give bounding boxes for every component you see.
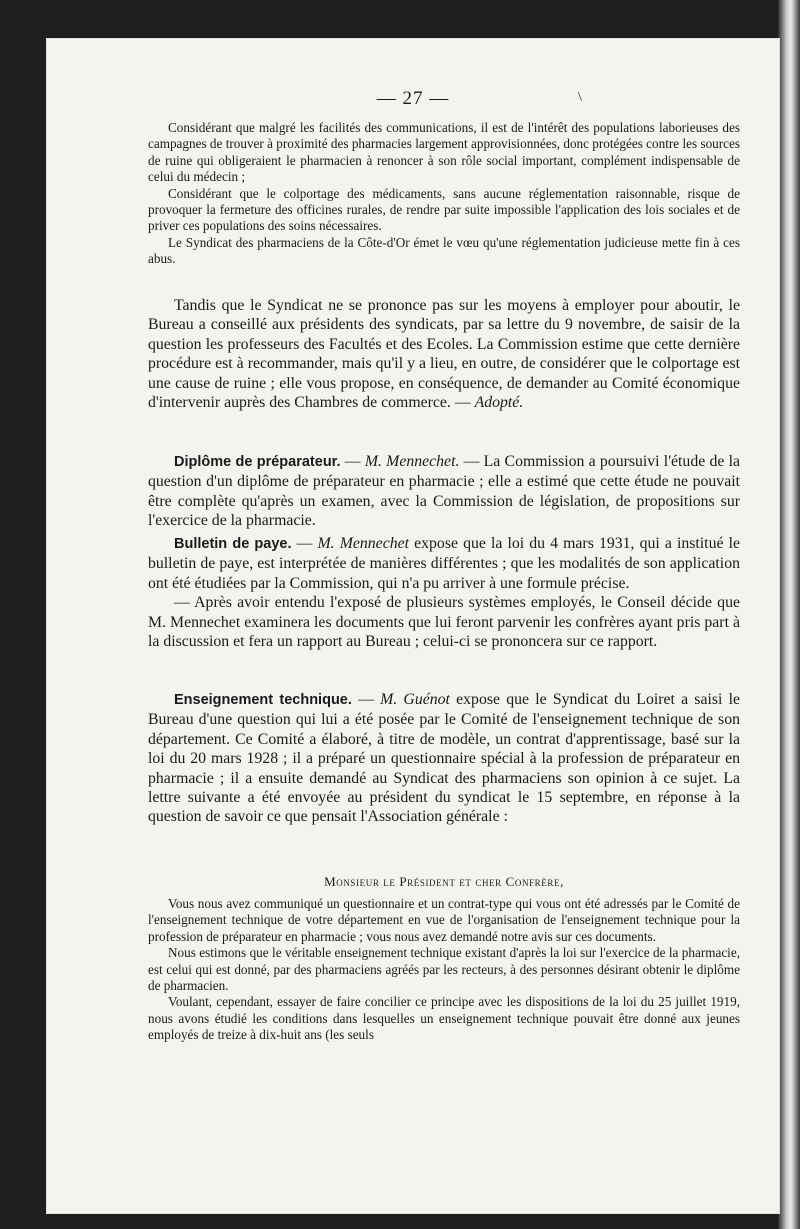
margin-mark: \ bbox=[578, 90, 582, 105]
section-heading: Diplôme de préparateur. bbox=[174, 454, 341, 470]
section-diplome bbox=[148, 452, 740, 531]
section-heading: Bulletin de paye. bbox=[174, 536, 292, 552]
paragraph: Le Syndicat des pharmaciens de la Côte-d'Or émet le vœu qu'une réglementation judicieuse mette fin à ces abus. bbox=[148, 234, 740, 267]
letter-salutation: Monsieur le Président et cher Confrère, bbox=[324, 874, 564, 889]
paragraph: — Après avoir entendu l'exposé de plusieurs systèmes employés, le Conseil décide que M. Mennechet examinera les documents que lui feront parvenir les confrères ayant pris part à la discussion et fera un rapport au Bureau ; celui-ci se prononcera sur ce rapport. bbox=[148, 594, 740, 651]
paragraph: Diplôme de préparateur. — M. Mennechet. — La Commission a poursuivi l'étude de la question d'un diplôme de préparateur en pharmacie ; elle a estimé que cette étude ne pouvait être complète qu'après un examen, avec la Commission de législation, de propositions sur l'exercice de la pharmacie. bbox=[148, 453, 741, 530]
letter-body bbox=[148, 896, 740, 1044]
document-page bbox=[46, 38, 780, 1214]
paragraph: Enseignement technique. — M. Guénot expose que le Syndicat du Loiret a saisi le Bureau d'une question qui lui a été posée par le Comité de l'enseignement technique de son département. Ce Comité a élaboré, à titre de modèle, un contrat d'apprentissage, basé sur la loi du 20 mars 1928 ; il a préparé un questionnaire spécial à la profession de préparateur en pharmacie ; il a ensuite demandé au Syndicat des pharmaciens son opinion à ce sujet. La lettre suivante a été envoyée au président du syndicat le 15 septembre, en réponse à la question de savoir ce que pensait l'Association générale : bbox=[148, 691, 740, 826]
paragraph: Voulant, cependant, essayer de faire concilier ce principe avec les dispositions de la loi du 25 juillet 1919, nous avons étudié les conditions dans lesquelles un enseignement technique pouvait être donné aux jeunes employés de treize à dix-huit ans (les seuls bbox=[148, 994, 740, 1043]
page-edge bbox=[778, 0, 800, 1229]
commission-paragraph bbox=[148, 296, 740, 412]
adopted-note: Adopté. bbox=[474, 394, 524, 412]
speaker-name: M. Mennechet bbox=[317, 535, 410, 552]
resolution-block bbox=[148, 120, 740, 268]
page-number: — 27 — bbox=[376, 88, 450, 109]
paragraph: Tandis que le Syndicat ne se prononce pas sur les moyens à employer pour aboutir, le Bureau a conseillé aux présidents des syndicats, par sa lettre du 9 novembre, de saisir de la question les professeurs des Facultés et des Ecoles. La Commission estime que cette dernière procédure est à recommander, mais qu'il y a lieu, en outre, de considérer que le colportage est une cause de ruine ; elle vous propose, en conséquence, de demander au Comité économique d'intervenir auprès des Chambres de commerce. — Adopté. bbox=[148, 297, 740, 412]
section-enseignement bbox=[148, 690, 740, 827]
section-heading: Enseignement technique. bbox=[174, 692, 352, 708]
paragraph: Bulletin de paye. — M. Mennechet expose que la loi du 4 mars 1931, qui a institué le bulletin de paye, est interprétée de manières différentes ; que les modalités de son application ont été étudiées par la Commission, qui n'a pu arriver à une formule précise. bbox=[148, 535, 740, 592]
paragraph: Considérant que le colportage des médicaments, sans aucune réglementation raisonnable, risque de provoquer la fermeture des officines rurales, de rendre par suite impossible l'application des lois sociales et de priver ces populations des soins nécessaires. bbox=[148, 185, 740, 234]
paragraph: Nous estimons que le véritable enseignement technique existant d'après la loi sur l'exercice de la pharmacie, est celui qui est donné, par des pharmaciens agréés par les recteurs, à des personnes désirant obtenir le diplôme de pharmacien. bbox=[148, 945, 740, 994]
section-bulletin bbox=[148, 534, 740, 651]
speaker-name: M. Guénot bbox=[380, 691, 450, 708]
speaker-name: M. Mennechet. bbox=[364, 453, 460, 470]
paragraph: Vous nous avez communiqué un questionnaire et un contrat-type qui vous ont été adressés par le Comité de l'enseignement technique de votre département en vue de l'organisation de l'enseignement technique pour la profession de préparateur en pharmacie ; vous nous avez demandé notre avis sur ces documents. bbox=[148, 896, 740, 944]
paragraph: Considérant que malgré les facilités des communications, il est de l'intérêt des populations laborieuses des campagnes de trouver à proximité des pharmacies largement approvisionnées, donc protégées contre les sources de ruine qui obligeraient le pharmacien à renoncer à son rôle social important, complément indispensable de celui du médecin ; bbox=[148, 120, 740, 185]
